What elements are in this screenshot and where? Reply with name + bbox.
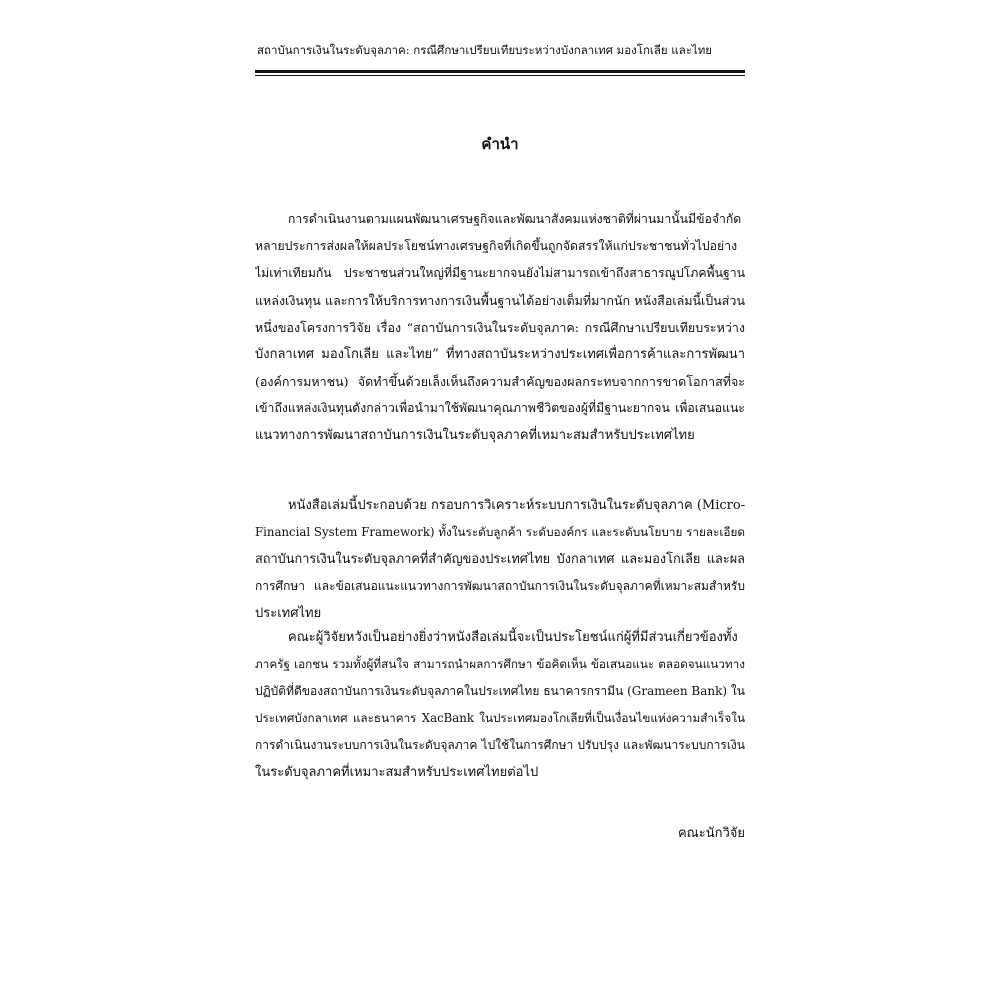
paragraph-line: ภาครัฐ เอกชน รวมทั้งผู้ที่สนใจ สามารถนำผลการศึกษา ข้อคิดเห็น ข้อเสนอแนะ ตลอดจนแนวทาง (255, 657, 745, 671)
paragraph-line: หลายประการส่งผลให้ผลประโยชน์ทางเศรษฐกิจที่เกิดขึ้นถูกจัดสรรให้แก่ประชาชนทั่วไปอย่าง (255, 239, 738, 253)
header-rule-thick (255, 70, 745, 73)
paragraph-line: ไม่เท่าเทียมกัน ประชาชนส่วนใหญ่ที่มีฐานะยากจนยังไม่สามารถเข้าถึงสาธารณูปโภคพื้นฐาน (255, 266, 745, 280)
paragraph-line: แนวทางการพัฒนาสถาบันการเงินในระดับจุลภาคที่เหมาะสมสำหรับประเทศไทย (255, 428, 695, 443)
header-rule-thin (255, 75, 745, 76)
paragraph-line: เข้าถึงแหล่งเงินทุนดังกล่าวเพื่อนำมาใช้พัฒนาคุณภาพชีวิตของผู้ที่มีฐานะยากจน เพื่อเสนอแนะ (255, 401, 745, 415)
running-header: สถาบันการเงินในระดับจุลภาค: กรณีศึกษาเปรียบเทียบระหว่างบังกลาเทศ มองโกเลีย และไทย (257, 43, 713, 57)
paragraph-line: การดำเนินงานตามแผนพัฒนาเศรษฐกิจและพัฒนาสังคมแห่งชาติที่ผ่านมานั้นมีข้อจำกัด (288, 212, 742, 226)
paragraph-2 (255, 492, 745, 627)
signature: คณะนักวิจัย (677, 826, 745, 841)
paragraph-line: หนึ่งของโครงการวิจัย เรื่อง “สถาบันการเงินในระดับจุลภาค: กรณีศึกษาเปรียบเทียบระหว่าง (255, 320, 745, 335)
paragraph-line: (องค์การมหาชน) จัดทำขึ้นด้วยเล็งเห็นถึงความสำคัญของผลกระทบจากการขาดโอกาสที่จะ (255, 374, 745, 389)
paragraph-line: คณะผู้วิจัยหวังเป็นอย่างยิ่งว่าหนังสือเล่มนี้จะเป็นประโยชน์แก่ผู้ที่มีส่วนเกี่ยวข้องทั้ง (288, 630, 738, 645)
paragraph-1 (255, 206, 745, 449)
paragraph-line: ในระดับจุลภาคที่เหมาะสมสำหรับประเทศไทยต่อไป (255, 765, 539, 780)
paragraph-line: การศึกษา และข้อเสนอแนะแนวทางการพัฒนาสถาบันการเงินในระดับจุลภาคที่เหมาะสมสำหรับ (255, 579, 745, 593)
paragraph-line: Financial System Framework) ทั้งในระดับลูกค้า ระดับองค์กร และระดับนโยบาย รายละเอียด (255, 525, 745, 539)
paragraph-line: หนังสือเล่มนี้ประกอบด้วย กรอบการวิเคราะห์ระบบการเงินในระดับจุลภาค (Micro- (288, 498, 745, 513)
paragraph-line: แหล่งเงินทุน และการให้บริการทางการเงินพื้นฐานได้อย่างเต็มที่มากนัก หนังสือเล่มนี้เป็นส่วน (255, 293, 745, 308)
paragraph-line: ประเทศบังกลาเทศ และธนาคาร XacBank ในประเทศมองโกเลียที่เป็นเงื่อนไขแห่งความสำเร็จใน (255, 711, 745, 725)
paragraph-line: ประเทศไทย (255, 606, 322, 621)
paragraph-line: สถาบันการเงินในระดับจุลภาคที่สำคัญของประเทศไทย บังกลาเทศ และมองโกเลีย และผล (255, 552, 745, 567)
paragraph-line: บังกลาเทศ มองโกเลีย และไทย” ที่ทางสถาบันระหว่างประเทศเพื่อการค้าและการพัฒนา (255, 347, 745, 362)
paragraph-line: ปฏิบัติที่ดีของสถาบันการเงินระดับจุลภาคในประเทศไทย ธนาคารกรามีน (Grameen Bank) ใน (255, 684, 745, 698)
paragraph-line: การดำเนินงานระบบการเงินในระดับจุลภาค ไปใช้ในการศึกษา ปรับปรุง และพัฒนาระบบการเงิน (255, 738, 745, 752)
paragraph-3 (255, 624, 745, 786)
page-title: คำนำ (481, 135, 519, 153)
